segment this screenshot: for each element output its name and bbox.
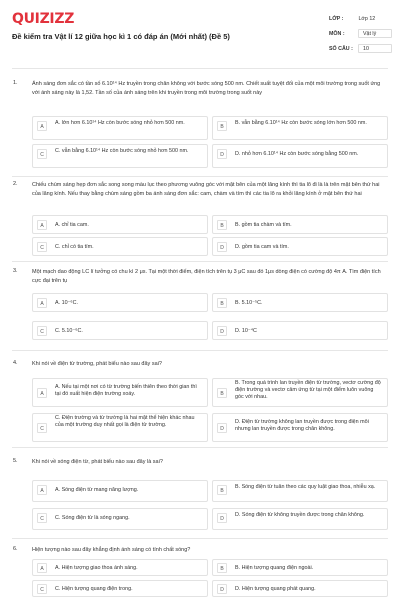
meta-count-value: 10 bbox=[358, 44, 392, 53]
option-c[interactable] bbox=[32, 144, 208, 168]
option-text: A. Nếu tại một nơi có từ trường biến thiên theo thời gian thì tại đó xuất hiện điện trường xoáy. bbox=[55, 384, 197, 397]
option-letter: A bbox=[37, 298, 47, 308]
option-text: C. Điện trường và từ trường là hai mặt thể hiện khác nhau của một trường duy nhất gọi là điện từ trường. bbox=[55, 415, 195, 428]
divider bbox=[12, 350, 388, 351]
option-text: D. Điện từ trường không lan truyền được trong điện môi nhưng lan truyền được trong chân không. bbox=[235, 419, 369, 432]
meta-subject-value: Vật lý bbox=[358, 29, 392, 38]
question-number: 1. bbox=[13, 80, 18, 86]
meta-class-label: LỚP : bbox=[329, 16, 344, 22]
option-letter: C bbox=[37, 326, 47, 336]
option-text: A. 10⁻⁶C. bbox=[55, 300, 79, 306]
question-number: 3. bbox=[13, 268, 18, 274]
meta-class-value: Lớp 12 bbox=[358, 16, 376, 22]
option-a[interactable] bbox=[32, 215, 208, 234]
option-c[interactable] bbox=[32, 321, 208, 340]
option-b[interactable] bbox=[212, 480, 388, 502]
option-text: A. Hiện tượng giao thoa ánh sáng. bbox=[55, 565, 138, 571]
option-letter: B bbox=[217, 485, 227, 495]
option-b[interactable] bbox=[212, 559, 388, 576]
option-c[interactable] bbox=[32, 580, 208, 597]
option-d[interactable] bbox=[212, 144, 388, 168]
option-text: C. 5.10⁻⁶C. bbox=[55, 328, 83, 334]
meta-count bbox=[329, 46, 369, 52]
question-number: 4. bbox=[13, 360, 18, 366]
divider bbox=[12, 68, 388, 69]
option-letter: B bbox=[217, 563, 227, 573]
option-text: A. Sóng điện từ mang năng lượng. bbox=[55, 487, 139, 493]
option-c[interactable] bbox=[32, 413, 208, 442]
option-letter: C bbox=[37, 423, 47, 433]
option-text: B. Sóng điện từ tuân theo các quy luật giao thoa, nhiễu xạ. bbox=[235, 484, 376, 490]
meta-subject bbox=[329, 31, 377, 37]
option-text: A. chỉ tia cam. bbox=[55, 222, 89, 228]
option-b[interactable] bbox=[212, 293, 388, 312]
meta-count-label: SỐ CÂU : bbox=[329, 46, 353, 52]
option-text: D. 10⁻⁴C bbox=[235, 328, 257, 334]
option-letter: C bbox=[37, 584, 47, 594]
option-a[interactable] bbox=[32, 480, 208, 502]
page-title: Đề kiểm tra Vật lí 12 giữa học kì 1 có đáp án (Mới nhất) (Đề 5) bbox=[12, 32, 230, 41]
option-letter: C bbox=[37, 242, 47, 252]
option-text: B. Trong quá trình lan truyền điện từ trường, vectơ cường độ điện trường và vectơ cảm ứng từ tại một điểm luôn vuông góc với nhau. bbox=[235, 380, 381, 400]
question-text: Một mạch dao động LC lí tưởng có chu kì 2 μs. Tại một thời điểm, điện tích trên tụ 3 μC sau đó 1μs dòng điện có cường độ 4π A. Tìm điện tích cực đại trên tụ bbox=[32, 269, 381, 284]
option-text: D. Hiện tượng quang phát quang. bbox=[235, 586, 316, 592]
question-text: Ánh sáng đơn sắc có tần số 6.10¹⁴ Hz truyền trong chân không với bước sóng 500 nm. Chiết suất tuyệt đối của một môi trường trong suốt ứng với ánh sáng này là 1,52. Tần số của ánh sáng trên khi truyền trong môi trường trong suốt này bbox=[32, 81, 381, 96]
option-d[interactable] bbox=[212, 237, 388, 256]
option-letter: B bbox=[217, 388, 227, 398]
option-letter: B bbox=[217, 298, 227, 308]
option-text: B. vẫn bằng 6.10¹⁴ Hz còn bước sóng lớn hơn 500 nm. bbox=[235, 120, 367, 126]
option-d[interactable] bbox=[212, 413, 388, 442]
option-text: D. nhỏ hơn 6.10¹⁴ Hz còn bước sóng bằng 500 nm. bbox=[235, 151, 359, 157]
option-letter: D bbox=[217, 149, 227, 159]
meta-class bbox=[329, 16, 375, 22]
option-text: C. Hiện tượng quang điện trong. bbox=[55, 586, 133, 592]
option-letter: A bbox=[37, 563, 47, 573]
option-a[interactable] bbox=[32, 293, 208, 312]
option-a[interactable] bbox=[32, 559, 208, 576]
option-b[interactable] bbox=[212, 116, 388, 140]
option-letter: D bbox=[217, 423, 227, 433]
question-text: Hiện tượng nào sau đây khẳng định ánh sáng có tính chất sóng? bbox=[32, 547, 191, 553]
option-letter: A bbox=[37, 388, 47, 398]
option-text: B. 5.10⁻⁵C. bbox=[235, 300, 263, 306]
option-text: B. Hiện tượng quang điện ngoài. bbox=[235, 565, 314, 571]
divider bbox=[12, 538, 388, 539]
option-letter: A bbox=[37, 121, 47, 131]
option-a[interactable] bbox=[32, 378, 208, 407]
option-text: A. lớn hơn 6.10¹⁴ Hz còn bước sóng nhỏ hơn 500 nm. bbox=[55, 120, 185, 126]
question-text: Khi nói về sóng điện từ, phát biểu nào sau đây là sai? bbox=[32, 459, 163, 465]
question-text: Chiếu chùm sáng hẹp đơn sắc song song màu lục theo phương vuông góc với mặt bên của một lăng kính thì tia lõ đi là là trên mặt bên thứ hai của lăng kính. Nếu thay bằng chùm sáng gồm ba ánh sáng đơn sắc: cam, chàm và tím thì các tia lõ ra khỏi lăng kính ở mặt bên thứ hai bbox=[32, 182, 380, 197]
option-b[interactable] bbox=[212, 215, 388, 234]
option-letter: B bbox=[217, 121, 227, 131]
option-text: D. Sóng điện từ không truyền được trong chân không. bbox=[235, 512, 365, 518]
option-letter: D bbox=[217, 513, 227, 523]
option-text: C. vẫn bằng 6.10¹⁴ Hz còn bước sóng nhỏ hơn 500 nm. bbox=[55, 148, 189, 154]
option-text: D. gồm tia cam và tím. bbox=[235, 244, 289, 250]
option-d[interactable] bbox=[212, 321, 388, 340]
option-letter: B bbox=[217, 220, 227, 230]
meta-subject-label: MÔN : bbox=[329, 31, 345, 37]
option-letter: A bbox=[37, 485, 47, 495]
option-d[interactable] bbox=[212, 580, 388, 597]
option-b[interactable] bbox=[212, 378, 388, 407]
quizizz-logo: QUIZIZZ bbox=[12, 11, 75, 27]
option-letter: C bbox=[37, 513, 47, 523]
question-number: 5. bbox=[13, 458, 18, 464]
question-number: 2. bbox=[13, 181, 18, 187]
page-header bbox=[0, 0, 400, 66]
option-letter: A bbox=[37, 220, 47, 230]
option-a[interactable] bbox=[32, 116, 208, 140]
option-text: C. chỉ có tia tím. bbox=[55, 244, 94, 250]
option-letter: D bbox=[217, 242, 227, 252]
option-text: B. gồm tia chàm và tím. bbox=[235, 222, 292, 228]
option-d[interactable] bbox=[212, 508, 388, 530]
option-letter: D bbox=[217, 326, 227, 336]
option-letter: C bbox=[37, 149, 47, 159]
option-c[interactable] bbox=[32, 508, 208, 530]
option-c[interactable] bbox=[32, 237, 208, 256]
option-letter: D bbox=[217, 584, 227, 594]
option-text: C. Sóng điện từ là sóng ngang. bbox=[55, 515, 130, 521]
divider bbox=[12, 447, 388, 448]
question-number: 6. bbox=[13, 546, 18, 552]
divider bbox=[12, 261, 388, 262]
divider bbox=[12, 176, 388, 177]
question-text: Khi nói về điện từ trường, phát biểu nào sau đây sai? bbox=[32, 361, 162, 367]
